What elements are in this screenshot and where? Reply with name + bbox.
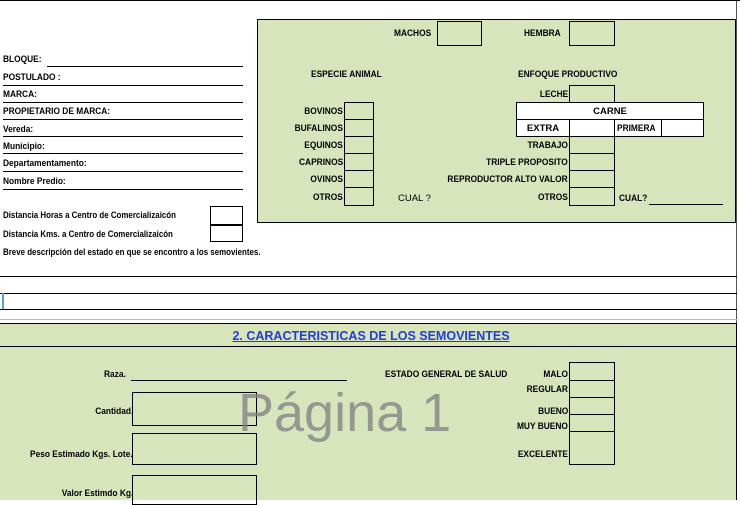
- distance-kms-label: Distancia Kms. a Centro de Comercializaicón: [3, 229, 173, 239]
- raza-line: [131, 380, 347, 381]
- health-label: BUENO: [537, 406, 568, 417]
- field-label: Nombre Predio:: [3, 176, 66, 187]
- row-marker: [2, 293, 4, 309]
- species-label: OTROS: [313, 192, 343, 203]
- species-label: BOVINOS: [304, 106, 343, 117]
- otros-label: OTROS: [538, 192, 568, 203]
- section2-title: 2. CARACTERISTICAS DE LOS SEMOVIENTES: [232, 329, 510, 343]
- health-box-excelente[interactable]: [569, 431, 615, 465]
- machos-label: MACHOS: [394, 28, 432, 39]
- reproductor-label: REPRODUCTOR ALTO VALOR: [447, 174, 568, 185]
- description-label: Breve descripción del estado en que se encontro a los semovientes.: [3, 247, 261, 257]
- especie-title: ESPECIE ANIMAL: [311, 69, 382, 80]
- field-line: [3, 85, 243, 86]
- carne-label: CARNE: [593, 106, 627, 117]
- health-box-malo[interactable]: [569, 362, 615, 381]
- health-box-bueno[interactable]: [569, 397, 615, 415]
- health-box-regular[interactable]: [569, 380, 615, 398]
- extra-label: EXTRA: [526, 123, 560, 134]
- page-top-border: [0, 0, 740, 1]
- description-line: [0, 293, 737, 294]
- page-watermark: Página 1: [238, 383, 452, 443]
- health-box-muy-bueno[interactable]: [569, 414, 615, 432]
- extra-box[interactable]: [569, 119, 615, 137]
- trabajo-label: TRABAJO: [527, 140, 568, 151]
- field-label: BLOQUE:: [3, 54, 42, 65]
- field-label: POSTULADO :: [3, 72, 61, 83]
- machos-box[interactable]: [437, 21, 482, 46]
- estado-label: ESTADO GENERAL DE SALUD: [385, 369, 508, 380]
- peso-label: Peso Estimado Kgs. Lote.: [30, 449, 133, 460]
- field-line: [47, 66, 243, 67]
- species-box[interactable]: [344, 187, 374, 206]
- reproductor-box[interactable]: [569, 170, 615, 188]
- leche-box[interactable]: [569, 85, 615, 103]
- section2-title-divider: [0, 346, 737, 347]
- field-label: PROPIETARIO DE MARCA:: [3, 106, 111, 117]
- species-box[interactable]: [344, 170, 374, 188]
- field-label: Municipio:: [3, 141, 45, 152]
- species-label: CAPRINOS: [298, 157, 343, 168]
- species-label: OVINOS: [310, 174, 343, 185]
- leche-label: LECHE: [539, 89, 568, 100]
- cual-right-line: [649, 204, 723, 205]
- cual-left-label: CUAL ?: [398, 193, 431, 204]
- field-line: [3, 153, 243, 154]
- field-line: [3, 189, 243, 190]
- trabajo-box[interactable]: [569, 136, 615, 154]
- field-label: Departamentamento:: [3, 158, 87, 169]
- species-box[interactable]: [344, 153, 374, 171]
- triple-box[interactable]: [569, 153, 615, 171]
- description-line: [0, 276, 737, 277]
- primera-label: PRIMERA: [617, 123, 656, 134]
- valor-box[interactable]: [132, 475, 257, 505]
- field-line: [3, 119, 243, 120]
- distance-kms-box[interactable]: [210, 225, 243, 242]
- species-label: EQUINOS: [304, 140, 343, 151]
- field-label: Vereda:: [3, 124, 34, 135]
- species-box[interactable]: [344, 102, 374, 120]
- description-line: [0, 319, 737, 320]
- hembra-box[interactable]: [569, 21, 615, 46]
- health-label: MUY BUENO: [517, 421, 568, 432]
- enfoque-title: ENFOQUE PRODUCTIVO: [518, 69, 618, 80]
- valor-label: Valor Estimdo Kg.: [61, 488, 133, 499]
- distance-hours-label: Distancia Horas a Centro de Comercializaicón: [3, 210, 176, 220]
- field-line: [3, 171, 243, 172]
- field-line: [3, 136, 243, 137]
- health-label: MALO: [543, 369, 568, 380]
- description-line: [0, 309, 737, 310]
- hembra-label: HEMBRA: [524, 28, 561, 39]
- field-label: MARCA:: [3, 89, 37, 100]
- health-label: EXCELENTE: [517, 449, 568, 460]
- triple-label: TRIPLE PROPOSITO: [486, 157, 568, 168]
- raza-label: Raza.: [104, 369, 126, 380]
- otros-box[interactable]: [569, 187, 615, 206]
- species-label: BUFALINOS: [294, 123, 343, 134]
- cantidad-label: Cantidad.: [94, 406, 133, 417]
- distance-hours-box[interactable]: [210, 206, 243, 225]
- primera-box[interactable]: [661, 119, 704, 137]
- species-box[interactable]: [344, 119, 374, 137]
- cual-right-label: CUAL?: [619, 193, 648, 204]
- health-label: REGULAR: [526, 384, 568, 395]
- field-line: [3, 102, 243, 103]
- species-box[interactable]: [344, 136, 374, 154]
